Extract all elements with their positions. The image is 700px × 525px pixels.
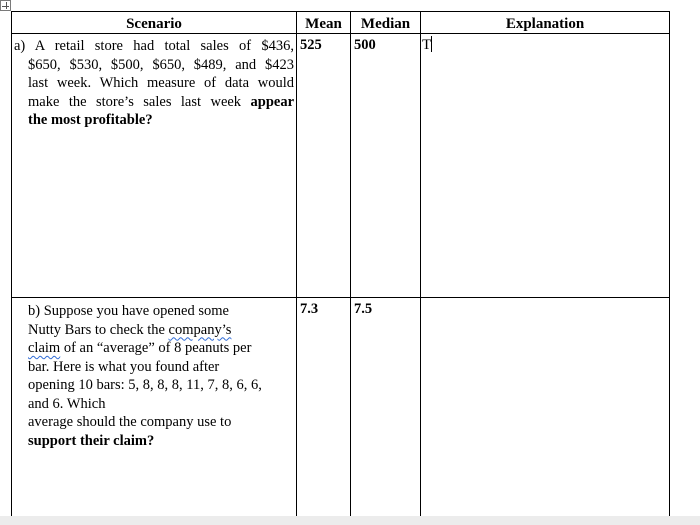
explanation-a[interactable]: T <box>422 37 432 53</box>
table-border-left <box>11 11 12 516</box>
median-b[interactable]: 7.5 <box>354 301 373 317</box>
header-mean: Mean <box>305 16 342 32</box>
scenario-b[interactable]: b) Suppose you have opened some Nutty Bars to check the company’s claim of an “average” of 8 peanuts per bar. Here is what you found after opening 10 bars: 5, 8, 8, 8, 11, 7, 8, 6, 6, and 6. Which average should the company use to support their claim? <box>28 303 262 449</box>
header-scenario: Scenario <box>126 16 182 32</box>
spellcheck-claim: claim <box>28 340 61 356</box>
row-divider <box>11 297 670 298</box>
mean-a[interactable]: 525 <box>300 37 322 53</box>
median-a[interactable]: 500 <box>354 37 376 53</box>
table-border-right <box>669 11 670 516</box>
scenario-b-label: b) <box>28 303 41 319</box>
text-cursor <box>431 36 432 52</box>
col-divider-median <box>420 11 421 516</box>
col-divider-scenario <box>296 11 297 516</box>
scenario-a-label: a) <box>14 38 26 54</box>
header-row-border <box>11 33 670 34</box>
header-explanation: Explanation <box>505 16 585 32</box>
table-border-top <box>11 11 670 12</box>
move-handle-icon[interactable] <box>0 0 11 11</box>
spellcheck-company: company’s <box>168 321 232 338</box>
mean-b[interactable]: 7.3 <box>300 301 319 317</box>
col-divider-mean <box>350 11 351 516</box>
scenario-a[interactable]: a) A retail store had total sales of $436, $650, $530, $500, $650, $489, and $423 last week. Which measure of data would make the store’s sales last week appear the most profitable? <box>14 38 295 128</box>
header-median: Median <box>360 16 411 32</box>
